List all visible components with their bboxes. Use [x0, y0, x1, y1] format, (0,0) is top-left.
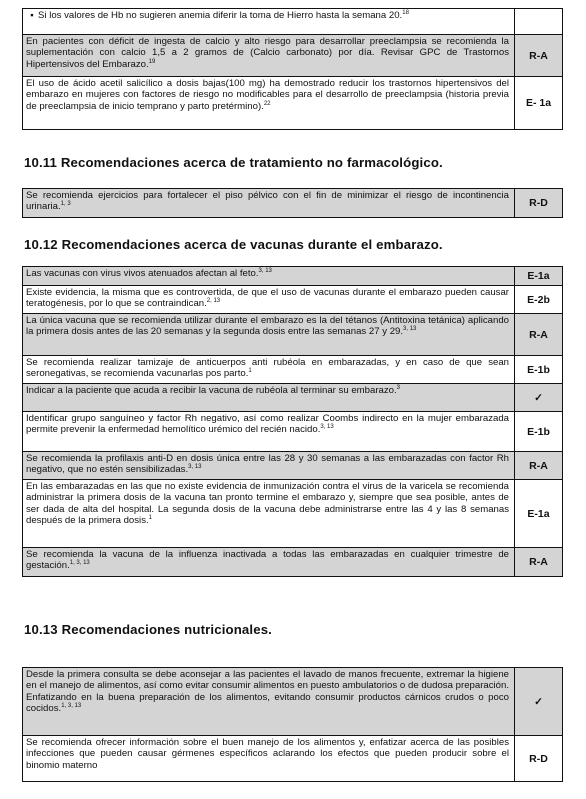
evidence-grade	[515, 9, 562, 34]
table-row	[23, 9, 562, 34]
checkmark-icon: ✓	[515, 668, 562, 735]
bullet-icon: ▪	[30, 10, 34, 21]
recommendation-text: Se recomienda realizar tamizaje de anticuerpos anti rubéola en embarazadas, y en caso de que sean seronegativas, se recomienda vacunarlas pos parto.$^1$	[23, 356, 515, 383]
table-row	[23, 451, 562, 479]
recommendation-text: En las embarazadas en las que no existe evidencia de inmunización contra el virus de la varicela se recomienda administrar la primera dosis de la vacuna tan pronto termine el embarazo y, siempre que sea posible, antes de ser dada de alta del hospital. La segunda dosis de la vacuna debe administrarse entre las 4 y las 8 semanas después de la primera dosis.$^1$	[23, 480, 515, 547]
evidence-grade: E-1a	[515, 267, 562, 285]
recommendation-text: Se recomienda la profilaxis anti-D en dosis única entre las 28 y 30 semanas a las embarazadas con factor Rh negativo, que no estén sensibilizadas.$^{3, 13}$	[23, 452, 515, 479]
recommendations-table-3	[22, 266, 563, 577]
evidence-grade: E-1b	[527, 363, 550, 376]
section-heading-10-12: 10.12 Recomendaciones acerca de vacunas durante el embarazo.	[24, 237, 443, 252]
recommendation-text: Indicar a la paciente que acuda a recibir la vacuna de rubéola al terminar su embarazo.$^3$	[23, 384, 515, 411]
evidence-grade: R-A	[515, 548, 562, 576]
evidence-grade: E-1b	[527, 425, 550, 438]
evidence-grade: R-A	[515, 35, 562, 76]
checkmark-icon: ✓	[515, 384, 562, 411]
table-row	[23, 668, 562, 735]
recommendation-text: Se recomienda ejercicios para fortalecer el piso pélvico con el fin de minimizar el riesgo de incontinencia urinaria.$^{1, 3}$	[23, 189, 515, 217]
recommendations-table-1	[22, 8, 563, 130]
table-row	[23, 735, 562, 781]
table-row	[23, 479, 562, 547]
recommendation-text: La única vacuna que se recomienda utilizar durante el embarazo es la del tétanos (Antitoxina tetánica) aplicando la primera dosis antes de las 20 semanas y la segunda dosis entre las semanas 27 y 29.$^{3, 13}$	[23, 314, 515, 355]
recommendation-text: Las vacunas con virus vivos atenuados afectan al feto.$^{3, 13}$	[23, 267, 515, 285]
evidence-grade: R-A	[515, 452, 562, 479]
recommendation-text: En pacientes con déficit de ingesta de calcio y alto riesgo para desarrollar preeclampsia se recomienda la suplementación con calcio 1,5 a 2 gramos de (Calcio carbonato) por día. Revisar GPC de Trastornos Hipertensivos del Embarazo.$^{19}$	[23, 35, 515, 76]
recommendation-text: Identificar grupo sanguíneo y factor Rh negativo, así como realizar Coombs indirecto en la mujer embarazada permite prevenir la enfermedad hemolítico urémico del recién nacido.$^{3, 13}$	[23, 412, 515, 451]
section-heading-10-13: 10.13 Recomendaciones nutricionales.	[24, 622, 272, 637]
recommendation-text: El uso de ácido acetil salicílico a dosis bajas(100 mg) ha demostrado reducir los trastornos hipertensivos del embarazo en mujeres con factores de riesgo no modificables para el desarrollo de preeclampsia (historia previa de preeclampsia de inicio temprano y parto pretérmino).$^{22}$	[23, 77, 515, 129]
evidence-grade: E- 1a	[525, 97, 552, 109]
table-row	[23, 313, 562, 355]
recommendation-text: ▪ Si los valores de Hb no sugieren anemia diferir la toma de Hierro hasta la semana 20.18	[23, 9, 515, 34]
section-heading-10-11: 10.11 Recomendaciones acerca de tratamiento no farmacológico.	[24, 155, 443, 170]
table-row	[23, 383, 562, 411]
table-row	[23, 34, 562, 76]
recommendation-text: Se recomienda la vacuna de la influenza inactivada a todas las embarazadas en cualquier trimestre de gestación.$^{1, 3, 13}$	[23, 548, 515, 576]
recommendation-text: Se recomienda ofrecer información sobre el buen manejo de los alimentos y, enfatizar acerca de las posibles infecciones que pueden causar gérmenes específicos aclarando los efectos que pueden producir sobre el binomio materno	[23, 736, 515, 781]
evidence-grade: E-2b	[527, 293, 550, 306]
evidence-grade: R-D	[529, 752, 548, 765]
recommendations-table-2	[22, 188, 563, 218]
recommendation-text: Existe evidencia, la misma que es controvertida, de que el uso de vacunas durante el embarazo pueden causar teratogénesis, por lo que se contraindican.$^{2, 13}$	[23, 286, 515, 313]
table-row	[23, 411, 562, 451]
evidence-grade: R-A	[515, 314, 562, 355]
table-row	[23, 285, 562, 313]
table-row	[23, 76, 562, 129]
evidence-grade: E-1a	[527, 507, 550, 520]
recommendation-text: Desde la primera consulta se debe aconsejar a las pacientes el lavado de manos frecuente, extremar la higiene en el manejo de alimentos, así como evitar consumir alimentos en puesto ambulatorios o de dudosa preparación. Enfatizando en la buena preparación de los alimentos, evitando consumir productos cárnicos crudos o poco cocidos.$^{1, 3, 13}$	[23, 668, 515, 735]
table-row	[23, 547, 562, 576]
table-row	[23, 355, 562, 383]
recommendations-table-4	[22, 667, 563, 782]
evidence-grade: R-D	[515, 189, 562, 217]
table-row	[23, 189, 562, 217]
table-row	[23, 267, 562, 285]
